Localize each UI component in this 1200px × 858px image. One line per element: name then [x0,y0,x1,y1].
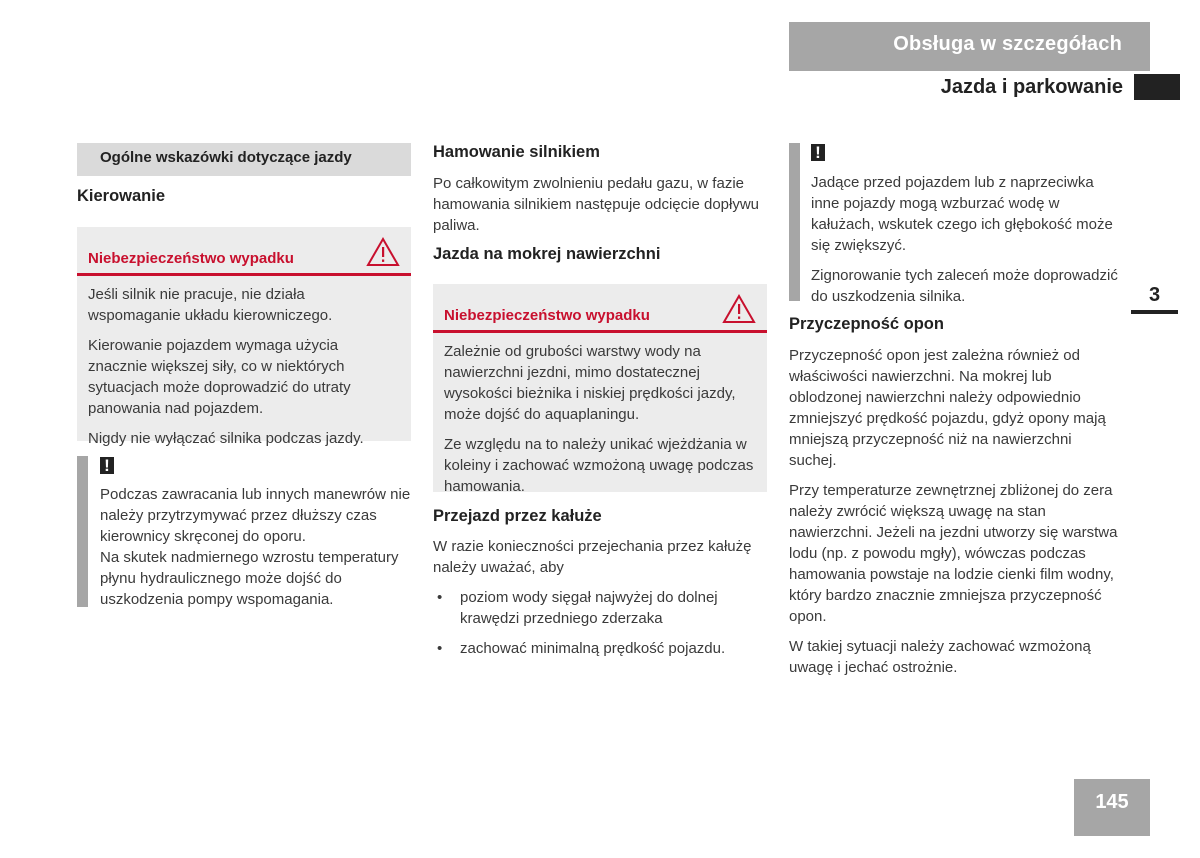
chapter-underline [1131,310,1178,314]
section-marker-block [1134,74,1180,100]
tyre-grip-text [789,345,1123,678]
warning-paragraph: Ze względu na to należy unikać wjeżdżania w koleiny i zachować wzmożoną uwagę podczas hamowania. [444,436,754,495]
note-strip [77,456,88,607]
list-item [433,638,767,659]
section-bar: Ogólne wskazówki dotyczące jazdy [77,143,411,176]
note-exclamation-icon: ! [811,144,825,161]
warning-paragraph: Kierowanie pojazdem wymaga użycia znacznie większej siły, co w niektórych sytuacjach może doprowadzić do utraty panowania nad pojazdem. [88,337,351,417]
warning-title: Niebezpieczeństwo wypadku [88,250,294,267]
note-paragraph: Jadące przed pojazdem lub z naprzeciwka inne pojazdy mogą wzburzać wodę w kałużach, wskutek czego ich głębokość może się zwiększyć. [811,174,1113,254]
paragraph: Po całkowitym zwolnieniu pedału gazu, w fazie hamowania silnikiem następuje odcięcie dopływu paliwa. [433,175,760,234]
heading-steering: Kierowanie [77,187,166,205]
paragraph: W takiej sytuacji należy zachować wzmożoną uwagę i jechać ostrożnie. [789,638,1091,676]
paragraph: Przyczepność opon jest zależna również od właściwości nawierzchni. Na mokrej lub oblodzonej nawierzchni należy odpowiednio zmniejszyć prędkość pojazdu, gdyż opony mają mniejszą przyczepność niż na nawierzchni suchej. [789,347,1106,469]
puddles-text [433,536,767,668]
warning-body [77,276,411,464]
warning-paragraph: Nigdy nie wyłączać silnika podczas jazdy. [88,430,364,447]
note-paragraph: Zignorowanie tych zaleceń może doprowadzić do uszkodzenia silnika. [811,267,1118,305]
bullet-icon: • [437,589,443,606]
heading-tyre-grip: Przyczepność opon [789,315,944,333]
heading-engine-braking: Hamowanie silnikiem [433,143,600,161]
warning-triangle-icon [366,237,400,267]
warning-body [433,333,767,512]
list-item [433,587,767,629]
warning-triangle-icon [722,294,756,324]
bullet-list [433,587,767,659]
note-strip [789,143,800,301]
warning-header [77,227,411,276]
note-body [811,172,1123,307]
chapter-title: Obsługa w szczegółach [893,33,1122,55]
bullet-icon: • [437,640,443,657]
page-number: 145 [1074,779,1150,836]
list-item-text: poziom wody sięgał najwyżej do dolnej krawędzi przedniego zderzaka [460,589,718,627]
note-exclamation-icon: ! [100,457,114,474]
chapter-title-bar [789,22,1150,71]
list-item-text: zachować minimalną prędkość pojazdu. [460,640,726,657]
warning-box-steering [77,227,411,447]
engine-braking-text [433,173,767,236]
warning-box-wet-road [433,284,767,495]
heading-wet-road: Jazda na mokrej nawierzchni [433,245,661,263]
section-title: Jazda i parkowanie [940,76,1123,98]
warning-paragraph: Jeśli silnik nie pracuje, nie działa wspomaganie układu kierowniczego. [88,286,333,324]
paragraph: W razie konieczności przejechania przez kałużę należy uważać, aby [433,538,752,576]
note-paragraph: Podczas zawracania lub innych manewrów nie należy przytrzymywać przez dłuższy czas kierownicy skręconej do oporu. [100,486,411,545]
warning-title: Niebezpieczeństwo wypadku [444,307,650,324]
note-body [100,484,411,610]
warning-header [433,284,767,333]
chapter-number: 3 [1148,284,1161,306]
heading-puddles: Przejazd przez kałuże [433,507,602,525]
note-paragraph: Na skutek nadmiernego wzrostu temperatury płynu hydraulicznego może dojść do uszkodzenia pompy wspomagania. [100,549,399,608]
warning-paragraph: Zależnie od grubości warstwy wody na nawierzchni jezdni, mimo dostatecznej wysokości bieżnika i niskiej prędkości jazdy, może dojść do aquaplaningu. [444,343,736,423]
paragraph: Przy temperaturze zewnętrznej zbliżonej do zera należy zwrócić większą uwagę na stan nawierzchni. Jeżeli na jezdni utworzy się warstwa lodu (np. z powodu mgły), wówczas podczas hamowania powstaje na lodzie cienki film wodny, który bardzo znacznie zmniejsza przyczepność opon. [789,482,1118,625]
